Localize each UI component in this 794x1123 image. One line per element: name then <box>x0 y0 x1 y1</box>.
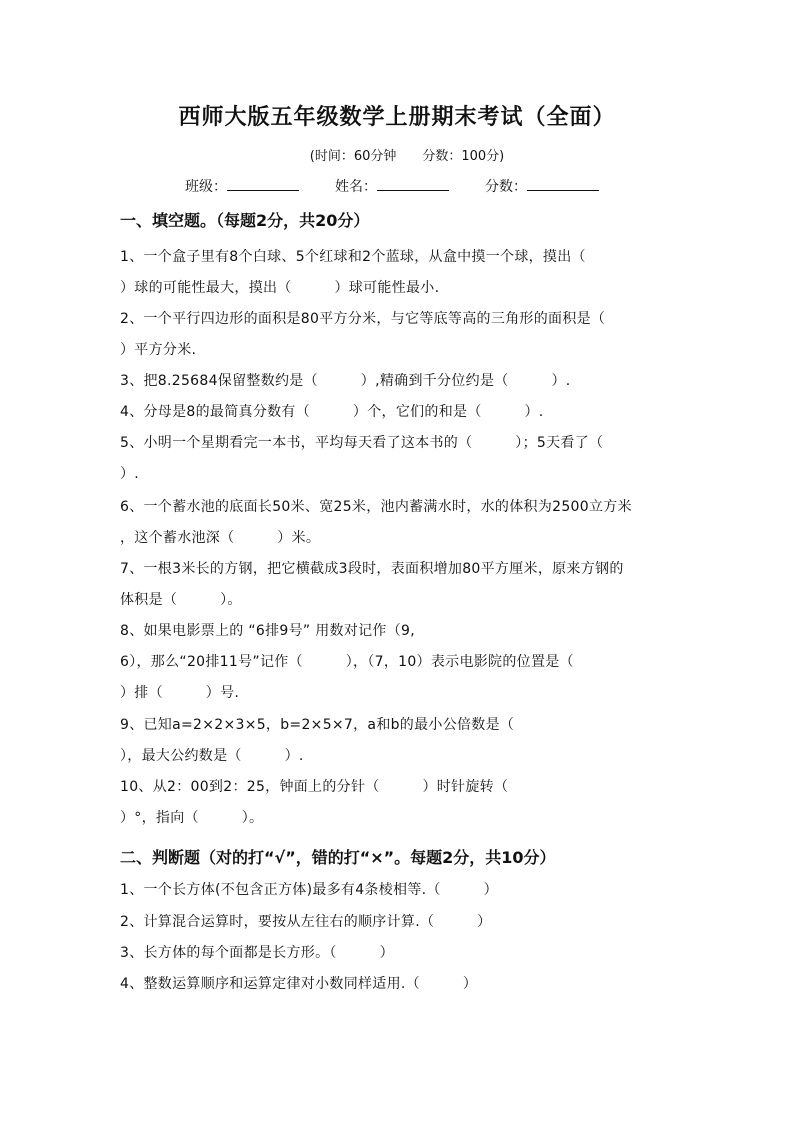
section1-title: 一、填空题。（每题2分，共20分） <box>120 211 370 230</box>
section1-line: 6），那么“20排11号”记作（ ），（7，10）表示电影院的位置是（ <box>120 654 574 670</box>
section1-line: ）°，指向（ ）。 <box>120 810 264 826</box>
section2-line: 2、计算混合运算时，要按从左往右的顺序计算.（ ） <box>120 914 492 930</box>
section1-line: 10、从2：00到2：25，钟面上的分针（ ）时针旋转（ <box>120 779 509 795</box>
name-label: 姓名： <box>335 179 377 195</box>
section1-line: 6、一个蓄水池的底面长50米、宽25米，池内蓄满水时，水的体积为2500立方米 <box>120 499 632 515</box>
name-field <box>335 176 449 196</box>
score-field <box>485 176 599 196</box>
class-blank[interactable] <box>227 176 299 191</box>
class-label: 班级： <box>185 179 227 195</box>
class-field <box>185 176 299 196</box>
section1-line: 体积是（ ）。 <box>120 592 242 608</box>
section1-line: ）球的可能性最大，摸出（ ）球可能性最小. <box>120 280 440 296</box>
section1-line: 3、把8.25684保留整数约是（ ）,精确到千分位约是（ ）. <box>120 373 571 389</box>
section1-line: ，这个蓄水池深（ ）米。 <box>120 530 321 546</box>
section2-title: 二、判断题（对的打“√”，错的打“×”。每题2分，共10分） <box>120 848 556 867</box>
score-label: 分数： <box>485 179 527 195</box>
section2-line: 4、整数运算顺序和运算定律对小数同样适用.（ ） <box>120 976 478 992</box>
exam-title: 西师大版五年级数学上册期末考试（全面） <box>178 104 616 130</box>
section1-line: 2、一个平行四边形的面积是80平方分米，与它等底等高的三角形的面积是（ <box>120 311 606 327</box>
section2-line: 3、长方体的每个面都是长方形。（ ） <box>120 945 394 961</box>
section1-line: ）. <box>120 466 140 482</box>
section1-line: 1、一个盒子里有8个白球、5个红球和2个蓝球，从盒中摸一个球，摸出（ <box>120 249 586 265</box>
section1-line: ）排（ ）号. <box>120 685 240 701</box>
section1-line: 7、一根3米长的方钢，把它横截成3段时，表面积增加80平方厘米，原来方钢的 <box>120 561 624 577</box>
section1-line: ）平方分米. <box>120 342 197 358</box>
section1-line: 9、已知a=2×2×3×5，b=2×5×7，a和b的最小公倍数是（ <box>120 717 515 733</box>
section1-line: 8、如果电影票上的 “6排9号” 用数对记作（9, <box>120 623 415 639</box>
student-info-row <box>185 176 599 196</box>
exam-subtitle: (时间：60分钟 分数：100分) <box>309 149 505 164</box>
name-blank[interactable] <box>377 176 449 191</box>
section1-line: 5、小明一个星期看完一本书，平均每天看了这本书的（ ）；5天看了（ <box>120 435 604 451</box>
section1-line: 4、分母是8的最简真分数有（ ）个，它们的和是（ ）. <box>120 404 544 420</box>
score-blank[interactable] <box>527 176 599 191</box>
section2-line: 1、一个长方体(不包含正方体)最多有4条棱相等.（ ） <box>120 882 498 898</box>
section1-line: ），最大公约数是（ ）. <box>120 748 304 764</box>
